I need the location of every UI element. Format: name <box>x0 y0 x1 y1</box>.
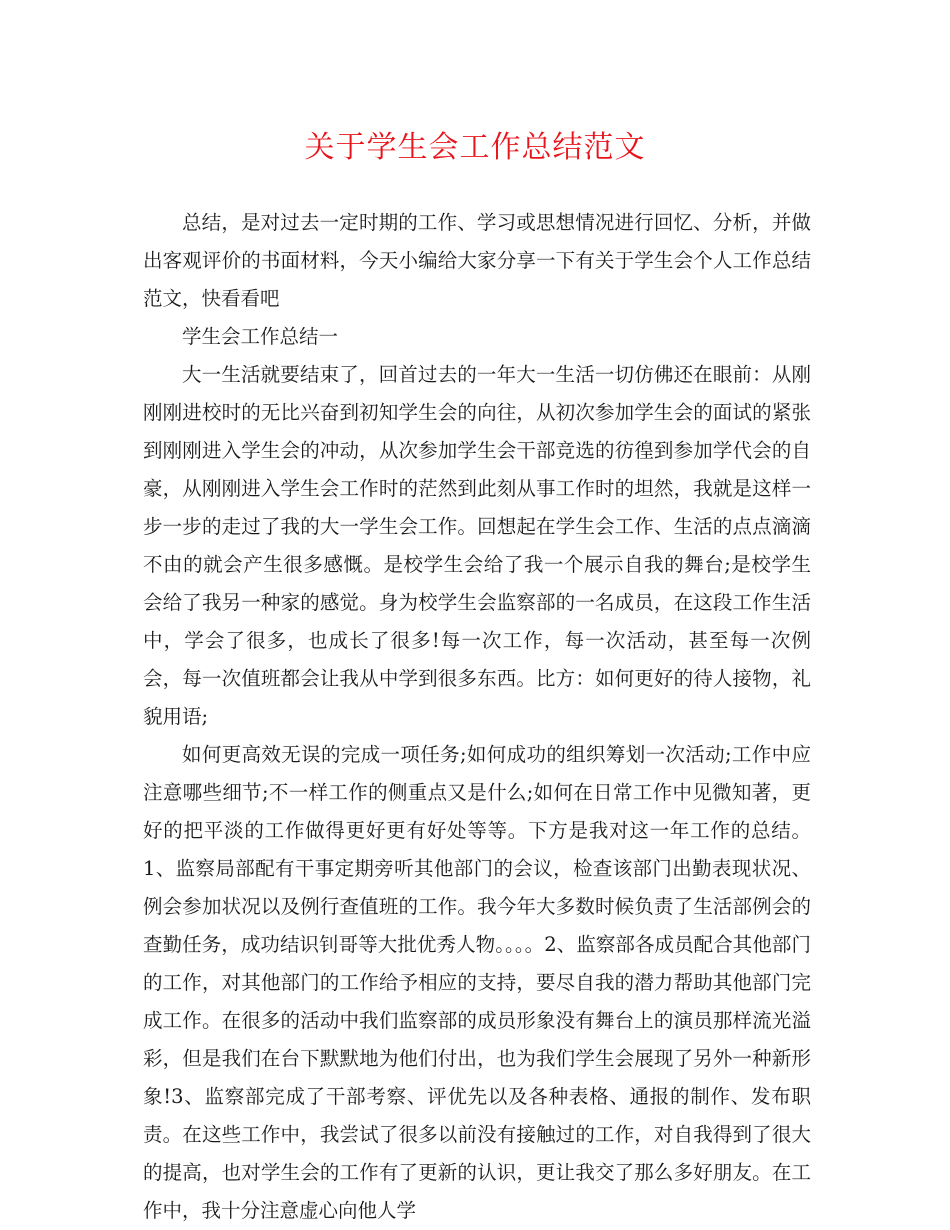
document-title: 关于学生会工作总结范文 <box>304 130 646 165</box>
document-body <box>143 204 811 1230</box>
body-paragraph: 如何更高效无误的完成一项任务;如何成功的组织筹划一次活动;工作中应注意哪些细节;不一样工作的侧重点又是什么;如何在日常工作中见微知著，更好的把平淡的工作做得更好更有好处等等。下方是我对这一年工作的总结。1、监察局部配有干事定期旁听其他部门的会议，检查该部门出勤表现状况、例会参加状况以及例行查值班的工作。我今年大多数时候负责了生活部例会的查勤任务，成功结识钊哥等大批优秀人物。。。。2、监察部各成员配合其他部门的工作，对其他部门的工作给予相应的支持，要尽自我的潜力帮助其他部门完成工作。在很多的活动中我们监察部的成员形象没有舞台上的演员那样流光溢彩，但是我们在台下默默地为他们付出，也为我们学生会展现了另外一种新形象!3、监察部完成了干部考察、评优先以及各种表格、通报的制作、发布职责。在这些工作中，我尝试了很多以前没有接触过的工作，对自我得到了很大的提高，也对学生会的工作有了更新的认识，更让我交了那么多好朋友。在工作中，我十分注意虚心向他人学 <box>143 743 811 1222</box>
section-heading: 学生会工作总结一 <box>182 325 339 348</box>
intro-paragraph: 总结，是对过去一定时期的工作、学习或思想情况进行回忆、分析，并做出客观评价的书面材料，今天小编给大家分享一下有关于学生会个人工作总结范文，快看看吧 <box>143 211 811 310</box>
body-paragraph: 大一生活就要结束了，回首过去的一年大一生活一切仿佛还在眼前：从刚刚刚进校时的无比兴奋到初知学生会的向往，从初次参加学生会的面试的紧张到刚刚进入学生会的冲动，从次参加学生会干部竞选的彷徨到参加学代会的自豪，从刚刚进入学生会工作时的茫然到此刻从事工作时的坦然，我就是这样一步一步的走过了我的大一学生会工作。回想起在学生会工作、生活的点点滴滴不由的就会产生很多感慨。是校学生会给了我一个展示自我的舞台;是校学生会给了我另一种家的感觉。身为校学生会监察部的一名成员，在这段工作生活中，学会了很多，也成长了很多!每一次工作，每一次活动，甚至每一次例会，每一次值班都会让我从中学到很多东西。比方：如何更好的待人接物，礼貌用语; <box>143 363 811 728</box>
